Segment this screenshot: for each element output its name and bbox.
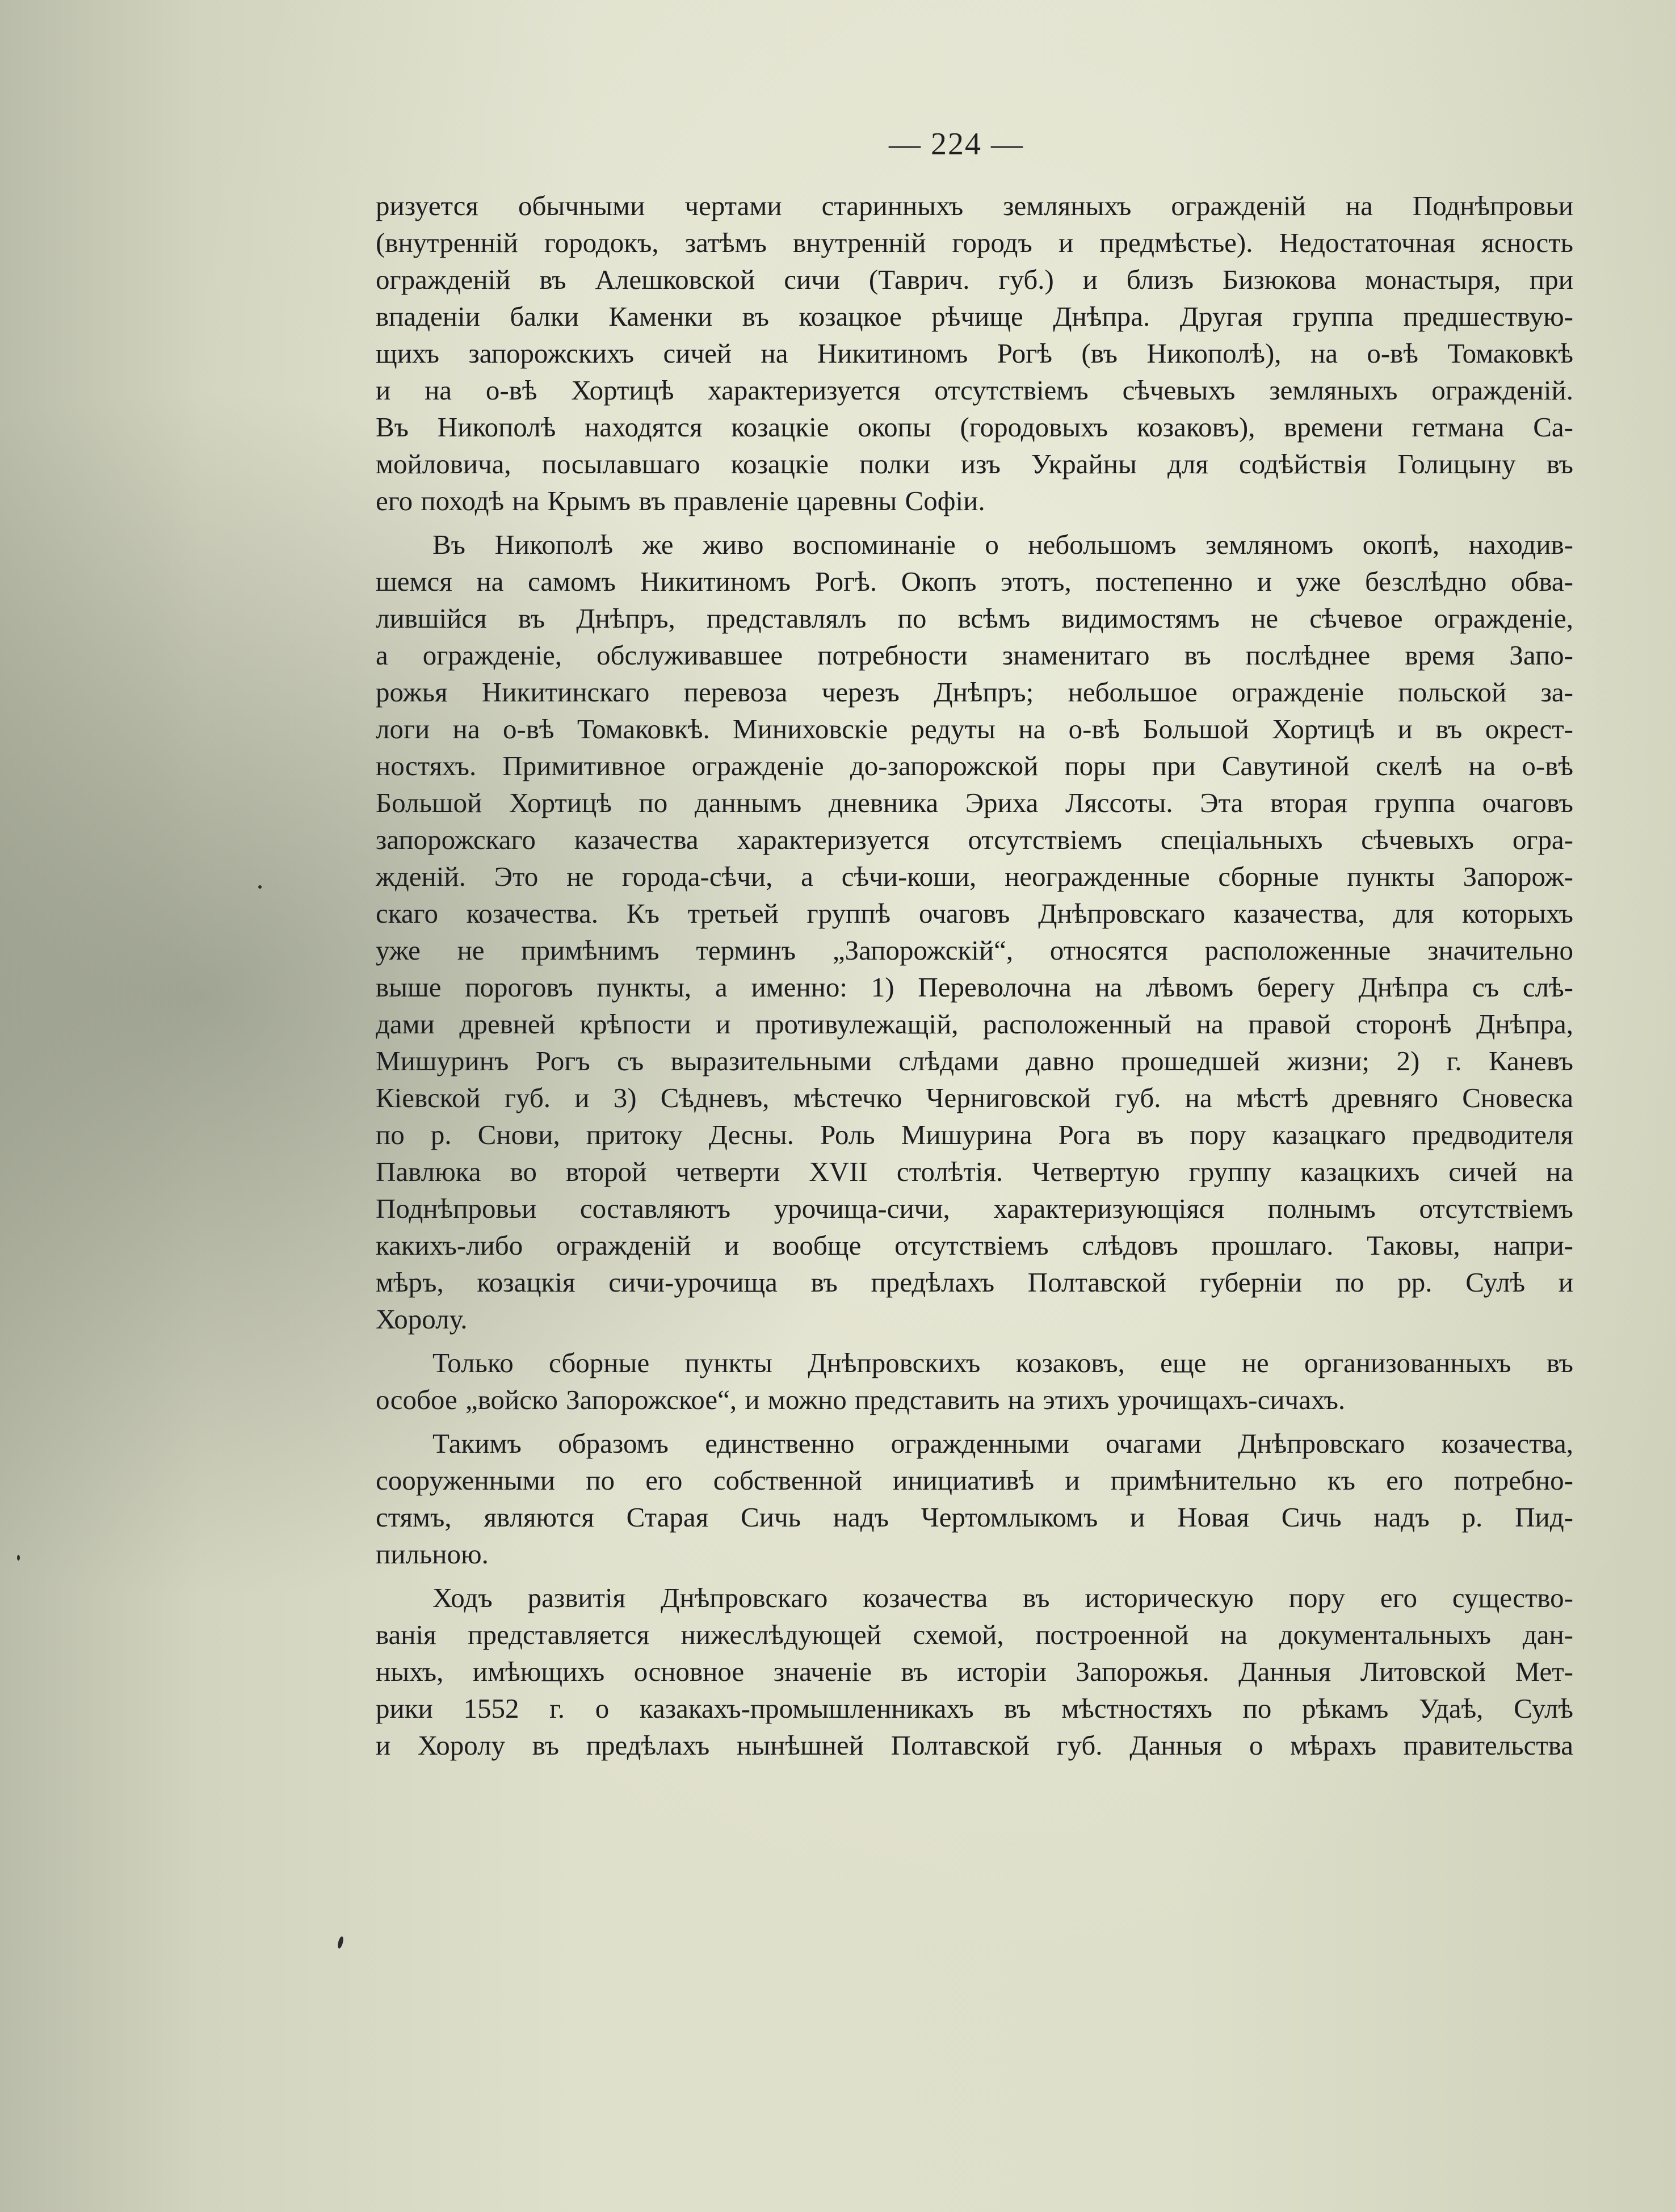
text-line: шемся на самомъ Никитиномъ Рогѣ. Окопъ этотъ, постепенно и уже безслѣдно обва- [376,566,1573,597]
ink-speck [337,1936,344,1949]
text-line: (внутренній городокъ, затѣмъ внутренній городъ и предмѣстье). Недостаточная ясность [376,227,1573,258]
text-line: ныхъ, имѣющихъ основное значеніе въ исторіи Запорожья. Данныя Литовской Мет- [376,1656,1573,1687]
text-line: логи на о-вѣ Томаковкѣ. Миниховскіе редуты на о-вѣ Большой Хортицѣ и въ окрест- [376,713,1573,745]
text-line: лившійся въ Днѣпръ, представлялъ по всѣмъ видимостямъ не сѣчевое огражденіе, [376,603,1573,634]
text-line: пильною. [376,1538,489,1570]
text-line: Большой Хортицѣ по даннымъ дневника Эриха Ляссоты. Эта вторая группа очаговъ [376,787,1573,818]
text-line: и на о-вѣ Хортицѣ характеризуется отсутствіемъ сѣчевыхъ земляныхъ огражденій. [376,375,1573,406]
text-line: какихъ-либо огражденій и вообще отсутствіемъ слѣдовъ прошлаго. Таковы, напри- [376,1230,1573,1261]
text-line: Мишуринъ Рогъ съ выразительными слѣдами давно прошедшей жизни; 2) г. Каневъ [376,1045,1573,1076]
paragraph [376,1579,1573,1764]
paragraph [376,1425,1573,1572]
text-line: щихъ запорожскихъ сичей на Никитиномъ Рогѣ (въ Никополѣ), на о-вѣ Томаковкѣ [376,338,1573,369]
ink-speck [17,1555,20,1561]
text-line: и Хоролу въ предѣлахъ нынѣшней Полтавской губ. Данныя о мѣрахъ правительства [376,1730,1573,1761]
text-line: жденій. Это не города-сѣчи, а сѣчи-коши, неогражденные сборные пункты Запорож- [376,861,1573,892]
text-line: Въ Никополѣ же живо воспоминаніе о небольшомъ земляномъ окопѣ, находив- [432,529,1573,560]
paragraph [376,187,1573,519]
text-line: ванія представляется нижеслѣдующей схемой, построенной на документальныхъ дан- [376,1619,1573,1650]
text-line: уже не примѣнимъ терминъ „Запорожскій“, относятся расположенные значительно [376,935,1573,966]
text-line: стямъ, являются Старая Сичь надъ Чертомлыкомъ и Новая Сичь надъ р. Пид- [376,1502,1573,1533]
text-line: сооруженными по его собственной инициативѣ и примѣнительно къ его потребно- [376,1465,1573,1496]
text-line: рики 1552 г. о казакахъ-промышленникахъ въ мѣстностяхъ по рѣкамъ Удаѣ, Сулѣ [376,1693,1573,1724]
text-line: Въ Никополѣ находятся козацкіе окопы (городовыхъ козаковъ), времени гетмана Са- [376,411,1573,443]
text-line: а огражденіе, обслуживавшее потребности знаменитаго въ послѣднее время Запо- [376,640,1573,671]
text-line: мѣръ, козацкія сичи-урочища въ предѣлахъ Полтавской губерніи по рр. Сулѣ и [376,1267,1573,1298]
text-line: мойловича, посылавшаго козацкіе полки изъ Украйны для содѣйствія Голицыну въ [376,448,1573,480]
page-number: — 224 — [889,127,1024,162]
text-line: впаденіи балки Каменки въ козацкое рѣчище Днѣпра. Другая группа предшествую- [376,301,1573,332]
text-line: особое „войско Запорожское“, и можно представить на этихъ урочищахъ-сичахъ. [376,1384,1346,1415]
body-text [376,187,1573,1764]
text-line: рожья Никитинскаго перевоза черезъ Днѣпръ; небольшое огражденіе польской за- [376,676,1573,708]
text-line: Ходъ развитія Днѣпровскаго козачества въ историческую пору его существо- [432,1582,1573,1613]
text-line: ностяхъ. Примитивное огражденіе до-запорожской поры при Савутиной скелѣ на о-вѣ [376,750,1573,781]
text-line: скаго козачества. Къ третьей группѣ очаговъ Днѣпровскаго казачества, для которыхъ [376,898,1573,929]
text-line: его походѣ на Крымъ въ правленіе царевны Софіи. [376,485,985,516]
text-line: Поднѣпровьи составляютъ урочища-сичи, характеризующіяся полнымъ отсутствіемъ [376,1193,1573,1224]
text-line: Кіевской губ. и 3) Сѣдневъ, мѣстечко Черниговской губ. на мѣстѣ древняго Сновеска [376,1082,1573,1113]
paragraph [376,1344,1573,1418]
text-line: Хоролу. [376,1303,468,1335]
ink-speck [258,885,262,889]
text-line: выше пороговъ пункты, а именно: 1) Переволочна на лѣвомъ берегу Днѣпра съ слѣ- [376,972,1573,1003]
text-line: ризуется обычными чертами старинныхъ земляныхъ огражденій на Поднѣпровьи [376,190,1573,221]
text-line: Только сборные пункты Днѣпровскихъ козаковъ, еще не организованныхъ въ [432,1347,1573,1378]
text-line: запорожскаго казачества характеризуется отсутствіемъ спеціальныхъ сѣчевыхъ огра- [376,824,1573,855]
text-line: Такимъ образомъ единственно огражденными очагами Днѣпровскаго козачества, [432,1428,1573,1459]
text-line: по р. Снови, притоку Десны. Роль Мишурина Рога въ пору казацкаго предводителя [376,1119,1573,1150]
text-line: дами древней крѣпости и противулежащій, расположенный на правой сторонѣ Днѣпра, [376,1008,1573,1040]
paragraph [376,526,1573,1338]
text-line: Павлюка во второй четверти XVII столѣтія. Четвертую группу казацкихъ сичей на [376,1156,1573,1187]
text-line: огражденій въ Алешковской сичи (Таврич. губ.) и близъ Бизюкова монастыря, при [376,264,1573,295]
